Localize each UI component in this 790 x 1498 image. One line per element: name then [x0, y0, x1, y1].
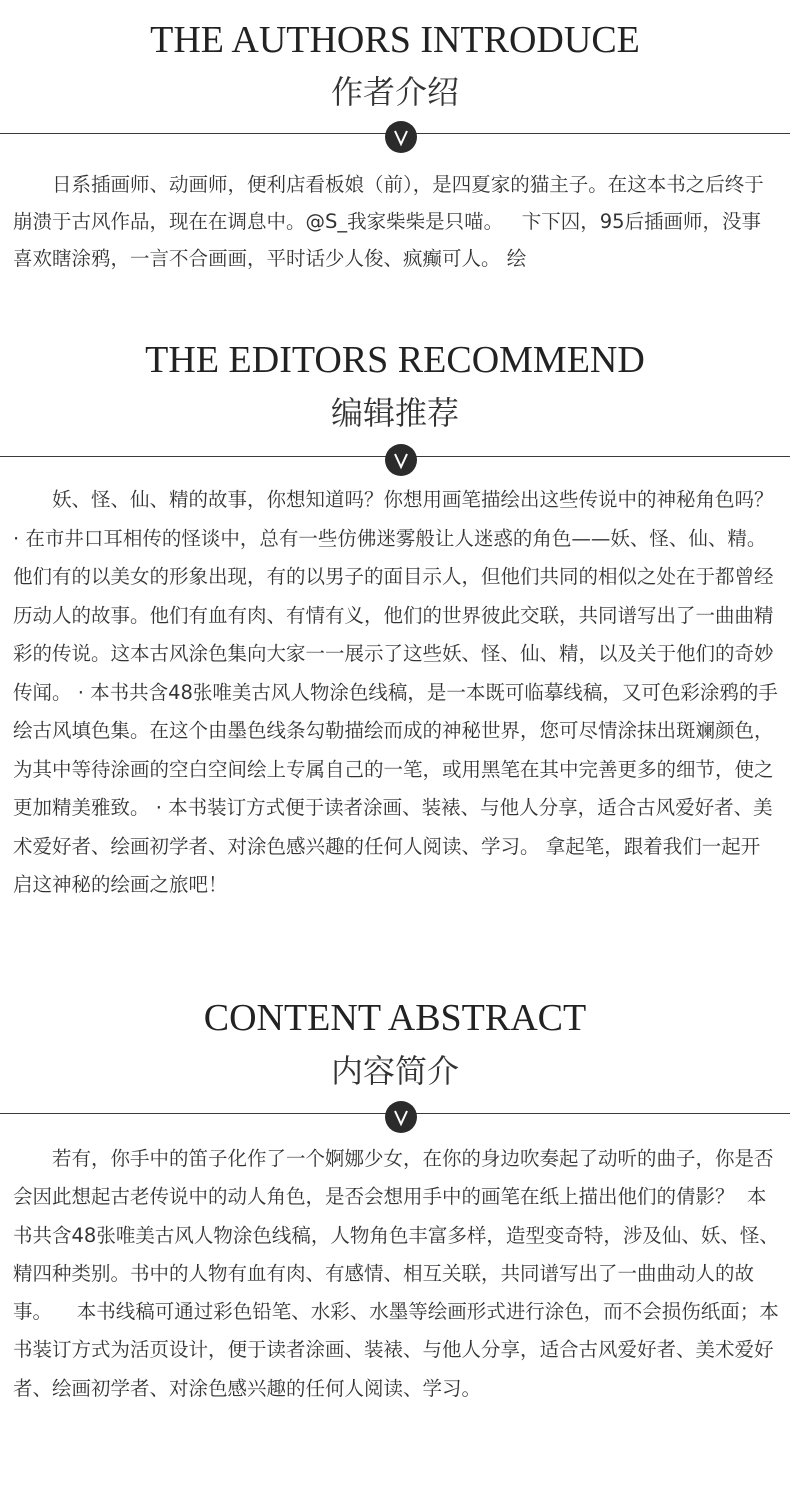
editors-title-cn: 编辑推荐	[330, 394, 459, 432]
editors-title-en: THE EDITORS RECOMMEND	[145, 339, 645, 381]
authors-title-cn: 作者介绍	[330, 73, 459, 111]
chevron-down-icon	[385, 121, 417, 153]
chevron-down-icon	[385, 1101, 417, 1133]
authors-body: 日系插画师、动画师，便利店看板娘（前），是四夏家的猫主子。在这本书之后终于崩溃于古风作品，现在在调息中。@S_我家柴柴是只喵。 卞下囚，95后插画师，没事喜欢瞎涂鸦，一言不合画画，平时话少人俊、疯癫可人。 绘	[13, 173, 764, 270]
chevron-down-icon	[385, 444, 417, 476]
editors-badge	[385, 444, 417, 476]
authors-badge	[385, 121, 417, 153]
abstract-badge	[385, 1101, 417, 1133]
editors-body: 妖、怪、仙、精的故事，你想知道吗？你想用画笔描绘出这些传说中的神秘角色吗？ · 在市井口耳相传的怪谈中，总有一些仿佛迷雾般让人迷惑的角色——妖、怪、仙、精。他们有的以美女的形象出现，有的以男子的面目示人，但他们共同的相似之处在于都曾经历动人的故事。他们有血有肉、有情有义，他们的世界彼此交联，共同谱写出了一曲曲精彩的传说。这本古风涂色集向大家一一展示了这些妖、怪、仙、精，以及关于他们的奇妙传闻。 · 本书共含48张唯美古风人物涂色线稿，是一本既可临摹线稿，又可色彩涂鸦的手绘古风填色集。在这个由墨色线条勾勒描绘而成的神秘世界，您可尽情涂抹出斑斓颜色，为其中等待涂画的空白空间绘上专属自己的一笔，或用黑笔在其中完善更多的细节，使之更加精美雅致。 · 本书装订方式便于读者涂画、装裱、与他人分享，适合古风爱好者、美术爱好者、绘画初学者、对涂色感兴趣的任何人阅读、学习。 拿起笔，跟着我们一起开启这神秘的绘画之旅吧！	[13, 488, 780, 896]
authors-title-en: THE AUTHORS INTRODUCE	[150, 19, 640, 61]
abstract-body: 若有，你手中的笛子化作了一个婀娜少女，在你的身边吹奏起了动听的曲子，你是否会因此想起古老传说中的动人角色，是否会想用手中的画笔在纸上描出他们的倩影？ 本书共含48张唯美古风人物涂色线稿，人物角色丰富多样，造型变奇特，涉及仙、妖、怪、精四种类别。书中的人物有血有肉、有感情、相互关联，共同谱写出了一曲曲动人的故事。 本书线稿可通过彩色铅笔、水彩、水墨等绘画形式进行涂色，而不会损伤纸面；本书装订方式为活页设计，便于读者涂画、装裱、与他人分享，适合古风爱好者、美术爱好者、绘画初学者、对涂色感兴趣的任何人阅读、学习。	[13, 1147, 779, 1400]
abstract-title-en: CONTENT ABSTRACT	[203, 997, 587, 1039]
abstract-title-cn: 内容简介	[330, 1052, 459, 1090]
